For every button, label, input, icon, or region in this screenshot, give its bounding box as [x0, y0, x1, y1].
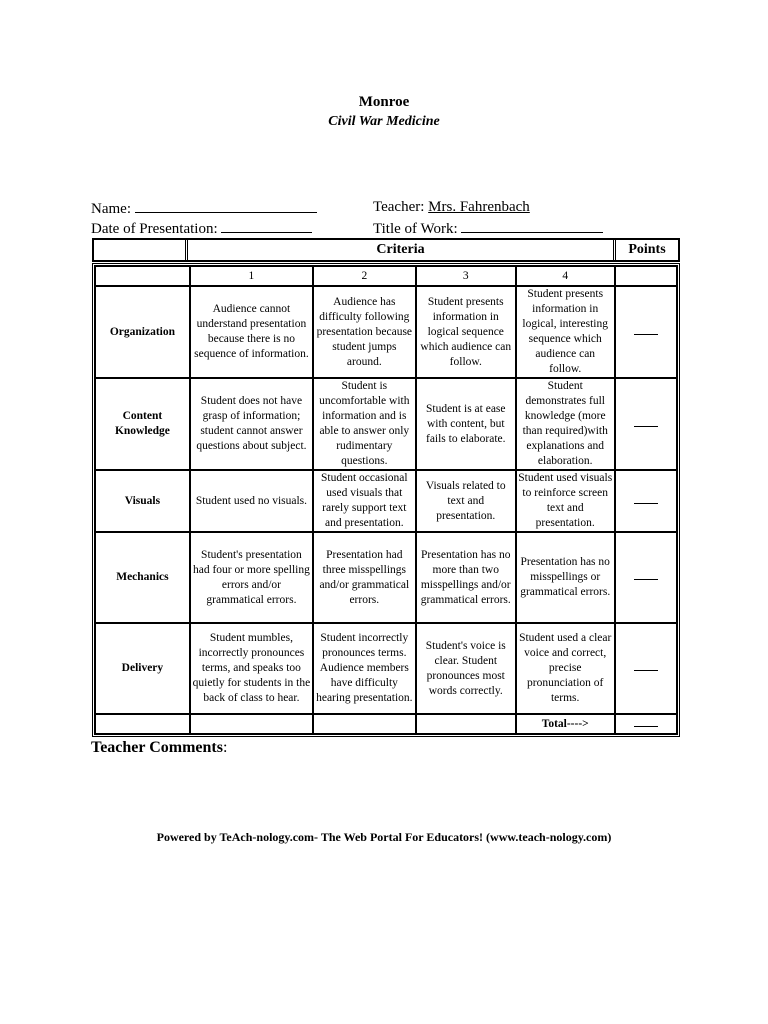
rubric-cell: Student presents information in logical, interesting sequence which audience can follow. — [516, 286, 615, 378]
level-1: 1 — [190, 266, 313, 286]
teacher-comments-label: Teacher Comments — [91, 739, 223, 756]
title-of-work-field — [373, 219, 603, 238]
rubric-cell: Student used visuals to reinforce screen text and presentation. — [516, 470, 615, 532]
date-field — [91, 219, 312, 238]
teacher-label: Teacher: — [373, 199, 425, 215]
rubric-cell: Student is uncomfortable with information and is able to answer only rudimentary questions. — [313, 378, 416, 470]
category-delivery: Delivery — [95, 623, 190, 714]
points-cell[interactable] — [615, 532, 677, 623]
levels-points-corner — [615, 266, 677, 286]
points-blank[interactable] — [634, 579, 658, 580]
title-of-work-blank[interactable] — [461, 219, 603, 233]
level-4: 4 — [516, 266, 615, 286]
points-cell[interactable] — [615, 623, 677, 714]
total-points-cell[interactable] — [615, 714, 677, 734]
table-row — [95, 623, 677, 714]
category-organization: Organization — [95, 286, 190, 378]
rubric-cell: Student occasional used visuals that rarely support text and presentation. — [313, 470, 416, 532]
rubric-cell: Student mumbles, incorrectly pronounces terms, and speaks too quietly for students in the back of class to hear. — [190, 623, 313, 714]
rubric-table — [92, 263, 680, 737]
rubric-cell: Student is at ease with content, but fails to elaborate. — [416, 378, 516, 470]
criteria-header: Criteria — [188, 240, 616, 260]
total-label: Total----> — [516, 714, 615, 734]
rubric-cell: Student demonstrates full knowledge (more than required)with explanations and elaboration. — [516, 378, 615, 470]
rubric-cell: Student used a clear voice and correct, precise pronunciation of terms. — [516, 623, 615, 714]
rubric-cell: Audience cannot understand presentation because there is no sequence of information. — [190, 286, 313, 378]
category-visuals: Visuals — [95, 470, 190, 532]
name-blank[interactable] — [135, 199, 317, 213]
teacher-comments: Teacher Comments: — [91, 739, 228, 756]
teacher-field — [373, 199, 530, 216]
document-title: Monroe — [358, 94, 410, 110]
points-header: Points — [628, 242, 666, 257]
total-points-blank[interactable] — [634, 726, 658, 727]
rubric-cell: Presentation has no more than two misspellings and/or grammatical errors. — [416, 532, 516, 623]
rubric-cell: Student presents information in logical sequence which audience can follow. — [416, 286, 516, 378]
levels-row — [95, 266, 677, 286]
rubric-cell: Student used no visuals. — [190, 470, 313, 532]
level-2: 2 — [313, 266, 416, 286]
table-row — [95, 378, 677, 470]
header-spacer — [94, 240, 188, 260]
table-row — [95, 532, 677, 623]
table-row — [95, 286, 677, 378]
title-of-work-label: Title of Work: — [373, 221, 458, 237]
total-empty-cell — [190, 714, 313, 734]
rubric-header — [92, 238, 680, 262]
points-cell[interactable] — [615, 470, 677, 532]
rubric-cell: Presentation had three misspellings and/or grammatical errors. — [313, 532, 416, 623]
total-empty-cell — [313, 714, 416, 734]
points-cell[interactable] — [615, 378, 677, 470]
rubric-cell: Student does not have grasp of information; student cannot answer questions about subject. — [190, 378, 313, 470]
points-cell[interactable] — [615, 286, 677, 378]
footer: Powered by TeAch-nology.com- The Web Portal For Educators! (www.teach-nology.com) — [156, 830, 612, 844]
total-empty-cell — [95, 714, 190, 734]
document-subtitle: Civil War Medicine — [328, 114, 440, 129]
points-blank[interactable] — [634, 426, 658, 427]
name-label: Name: — [91, 201, 131, 217]
category-mechanics: Mechanics — [95, 532, 190, 623]
name-field — [91, 199, 317, 218]
table-row — [95, 470, 677, 532]
rubric-cell: Visuals related to text and presentation. — [416, 470, 516, 532]
rubric-cell: Presentation has no misspellings or grammatical errors. — [516, 532, 615, 623]
levels-corner — [95, 266, 190, 286]
points-blank[interactable] — [634, 334, 658, 335]
total-empty-cell — [416, 714, 516, 734]
rubric-cell: Student incorrectly pronounces terms. Audience members have difficulty hearing presentation. — [313, 623, 416, 714]
rubric-cell: Student's presentation had four or more spelling errors and/or grammatical errors. — [190, 532, 313, 623]
category-content-knowledge: Content Knowledge — [95, 378, 190, 470]
points-blank[interactable] — [634, 503, 658, 504]
date-label: Date of Presentation: — [91, 221, 218, 237]
date-blank[interactable] — [221, 219, 312, 233]
rubric-cell: Student's voice is clear. Student pronounces most words correctly. — [416, 623, 516, 714]
total-row — [95, 714, 677, 734]
rubric-cell: Audience has difficulty following presentation because student jumps around. — [313, 286, 416, 378]
level-3: 3 — [416, 266, 516, 286]
teacher-value: Mrs. Fahrenbach — [428, 199, 530, 215]
points-blank[interactable] — [634, 670, 658, 671]
